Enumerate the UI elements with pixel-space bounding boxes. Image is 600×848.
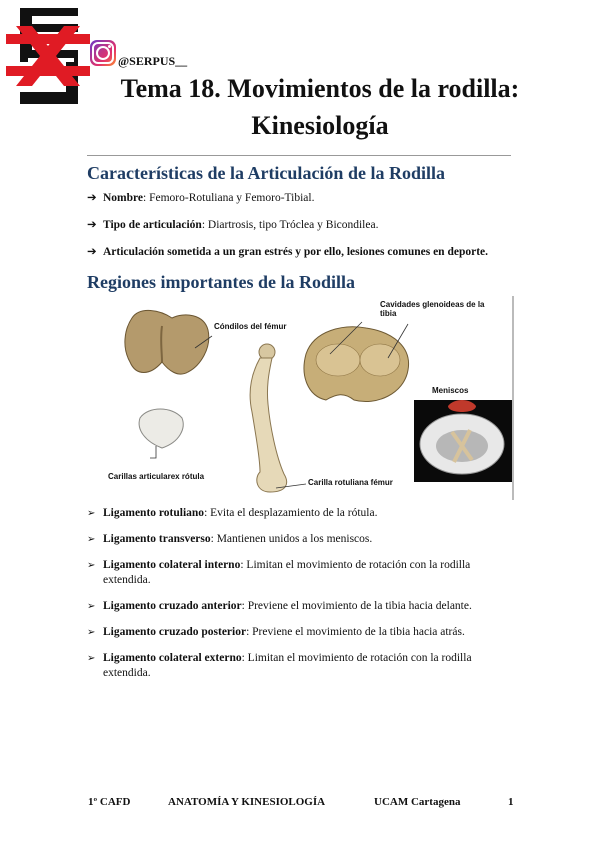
list-item	[87, 651, 507, 681]
label-cavidades: Cavidades glenoideas de la tibia	[380, 300, 485, 318]
item-text: : Evita el desplazamiento de la rótula.	[204, 507, 378, 519]
label-carillas: Carillas articularex rótula	[108, 472, 205, 481]
list-item	[87, 218, 527, 233]
item-term: Ligamento rotuliano	[103, 507, 205, 519]
item-term: Ligamento cruzado posterior	[103, 626, 247, 638]
knee-anatomy-figure	[100, 296, 514, 500]
item-term: Tipo de articulación	[103, 219, 202, 231]
item-term: Ligamento colateral externo	[103, 652, 242, 664]
item-term: Nombre	[103, 192, 144, 204]
ligamentos-list	[87, 506, 507, 692]
label-condilos: Cóndilos del fémur	[214, 322, 287, 331]
title-divider	[87, 155, 511, 156]
instagram-icon	[90, 40, 116, 66]
knee-anatomy-illustration	[100, 296, 514, 500]
caracteristicas-list	[87, 191, 527, 272]
triangle-bullet-icon: ➢	[87, 653, 96, 664]
instagram-handle: @SERPUS__	[118, 54, 188, 68]
label-meniscos: Meniscos	[432, 386, 469, 395]
item-text: : Previene el movimiento de la tibia hacia delante.	[241, 600, 472, 612]
item-term: Ligamento colateral interno	[103, 559, 241, 571]
section-heading-regiones: Regiones importantes de la Rodilla	[87, 272, 355, 292]
list-item	[87, 599, 507, 614]
triangle-bullet-icon: ➢	[87, 627, 96, 638]
item-text: : Limitan el movimiento de rotación con la rodilla extendida.	[103, 559, 471, 586]
list-item	[87, 625, 507, 640]
triangle-bullet-icon: ➢	[87, 601, 96, 612]
title-line-1: Tema 18. Movimientos de la rodilla:	[120, 74, 520, 103]
section-heading-caracteristicas: Características de la Articulación de la Rodilla	[87, 163, 445, 183]
footer-university: UCAM Cartagena	[374, 796, 461, 808]
item-text: : Limitan el movimiento de rotación con la rodilla extendida.	[103, 652, 472, 679]
item-text: : Diartrosis, tipo Tróclea y Bicondilea.	[201, 219, 379, 231]
label-carilla-rotuliana: Carilla rotuliana fémur	[308, 478, 393, 487]
item-term: Ligamento transverso	[103, 533, 211, 545]
list-item	[87, 191, 527, 206]
item-term: Ligamento cruzado anterior	[103, 600, 242, 612]
page-number: 1	[508, 796, 514, 808]
title-line-2: Kinesiología	[251, 111, 389, 140]
list-item	[87, 245, 527, 260]
footer-course: 1º CAFD	[88, 796, 131, 808]
triangle-bullet-icon: ➢	[87, 508, 96, 519]
item-term: Articulación sometida a un gran estrés y por ello, lesiones comunes en deporte.	[103, 246, 489, 258]
arrow-bullet-icon: ➔	[87, 192, 97, 204]
figure-border	[512, 296, 514, 500]
triangle-bullet-icon: ➢	[87, 560, 96, 571]
list-item	[87, 558, 507, 588]
page-title	[60, 70, 580, 144]
item-text: : Mantienen unidos a los meniscos.	[210, 533, 373, 545]
footer-subject: ANATOMÍA Y KINESIOLOGÍA	[168, 796, 326, 808]
arrow-bullet-icon: ➔	[87, 246, 97, 258]
list-item	[87, 532, 507, 547]
item-text: : Previene el movimiento de la tibia hacia atrás.	[246, 626, 465, 638]
arrow-bullet-icon: ➔	[87, 219, 97, 231]
triangle-bullet-icon: ➢	[87, 534, 96, 545]
item-text: : Femoro-Rotuliana y Femoro-Tibial.	[143, 192, 315, 204]
list-item	[87, 506, 507, 521]
